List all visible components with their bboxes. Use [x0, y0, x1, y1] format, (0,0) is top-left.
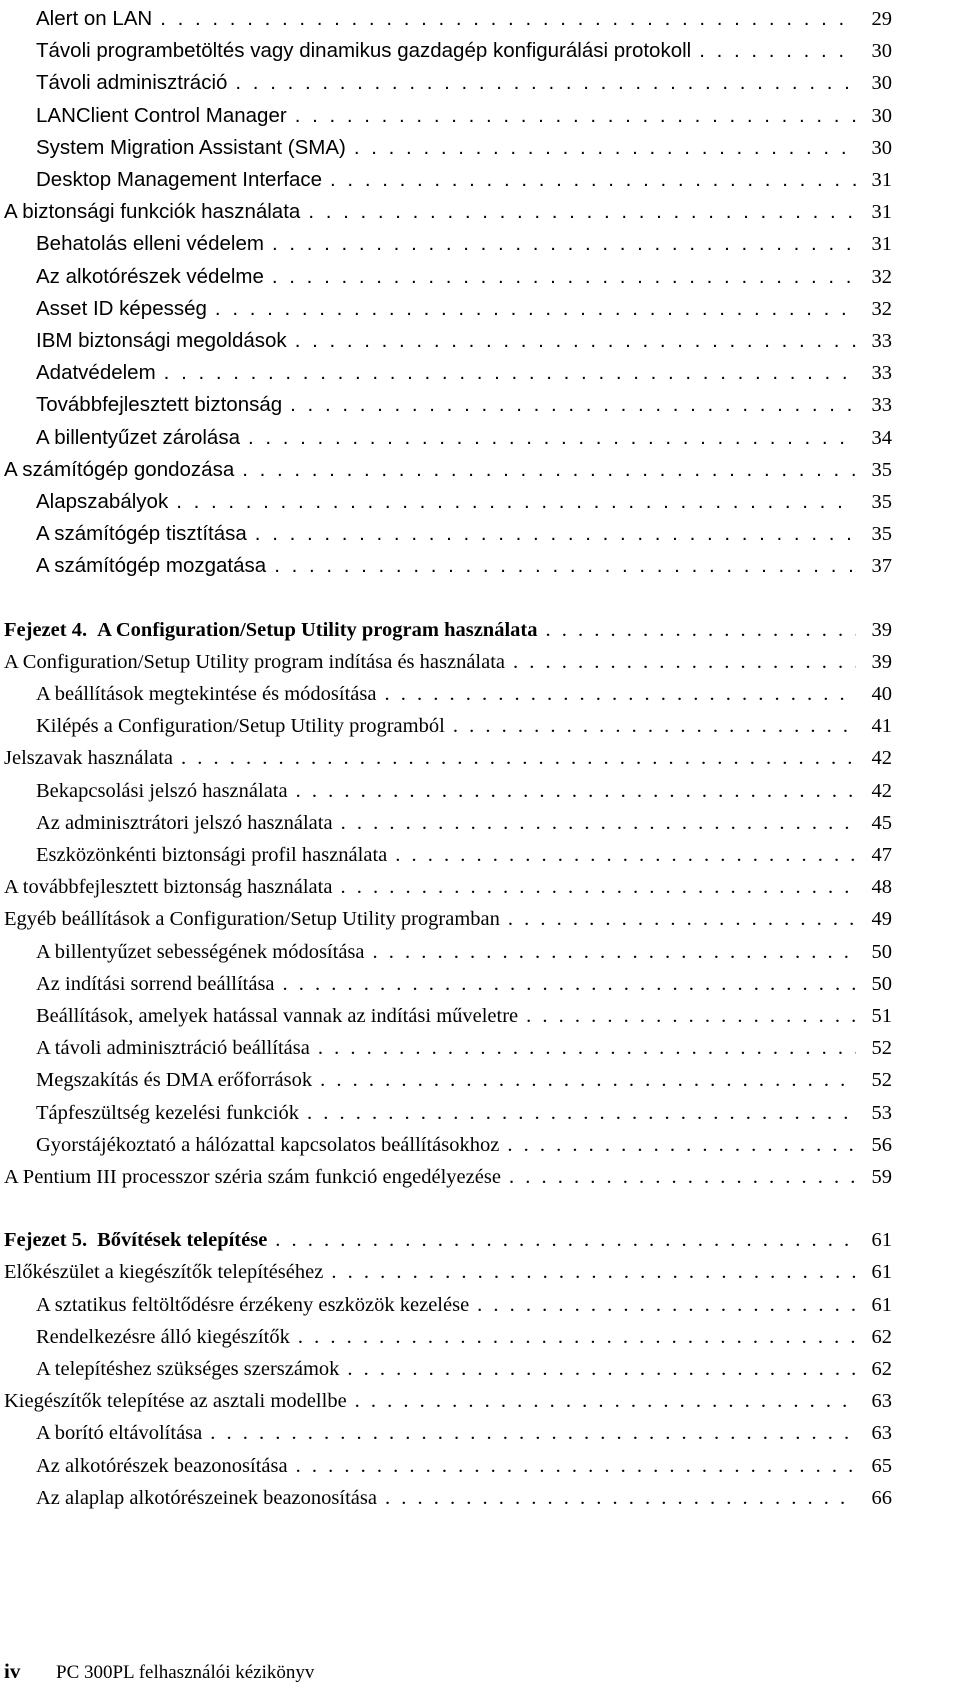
toc-subentry[interactable]	[4, 1479, 892, 1511]
toc-subentry[interactable]	[4, 1286, 892, 1318]
dot-leader	[340, 874, 856, 900]
toc-entry[interactable]	[4, 451, 892, 483]
dot-leader	[181, 745, 856, 771]
toc-page-number: 53	[871, 1102, 892, 1124]
toc-page-number: 61	[871, 1261, 892, 1283]
toc-page-number: 31	[871, 201, 892, 223]
page-footer	[4, 1650, 314, 1684]
toc-page-number: 66	[871, 1487, 892, 1509]
chapter-title	[4, 617, 537, 643]
toc-entry-title: A billentyűzet zárolása	[36, 426, 240, 449]
toc-page-number: 42	[871, 747, 892, 769]
toc-page-number: 41	[871, 715, 892, 737]
dot-leader	[210, 1420, 856, 1446]
toc-entry-title: Az adminisztrátori jelszó használata	[36, 812, 333, 834]
toc-page-number: 48	[871, 876, 892, 898]
toc-page-number: 32	[871, 298, 892, 320]
toc-entry-title: Az alkotórészek védelme	[36, 265, 264, 288]
toc-entry-title: Az alkotórészek beazonosítása	[36, 1455, 288, 1477]
dot-leader	[176, 489, 856, 515]
toc-subentry[interactable]	[4, 1447, 892, 1479]
dot-leader	[477, 1292, 856, 1318]
toc-subentry[interactable]	[4, 386, 892, 418]
toc-entry-title: Bekapcsolási jelszó használata	[36, 780, 288, 802]
toc-subentry[interactable]	[4, 1414, 892, 1446]
toc-page-number: 30	[871, 40, 892, 62]
toc-entry-title: A billentyűzet sebességének módosítása	[36, 941, 365, 963]
toc-page-number: 56	[871, 1134, 892, 1156]
toc-subentry[interactable]	[4, 290, 892, 322]
dot-leader	[298, 1324, 856, 1350]
toc-entry-title: Gyorstájékoztató a hálózattal kapcsolatos beállításokhoz	[36, 1134, 500, 1156]
toc-page-number: 35	[871, 523, 892, 545]
dot-leader	[272, 264, 856, 290]
dot-leader	[308, 199, 856, 225]
toc-subentry[interactable]	[4, 1029, 892, 1061]
toc-page-number: 37	[871, 555, 892, 577]
toc-entry-title: Asset ID képesség	[36, 297, 207, 320]
toc-entry-title: A Pentium III processzor széria szám funkció engedélyezése	[4, 1166, 501, 1188]
toc-subentry[interactable]	[4, 354, 892, 386]
dot-leader	[215, 296, 856, 322]
dot-leader	[235, 70, 856, 96]
toc-subentry[interactable]	[4, 675, 892, 707]
dot-leader	[513, 649, 856, 675]
toc-entry-title: Alapszabályok	[36, 490, 169, 513]
toc-page-number: 33	[871, 362, 892, 384]
toc-entry-title: Kilépés a Configuration/Setup Utility programból	[36, 715, 445, 737]
toc-entry-title: A továbbfejlesztett biztonság használata	[4, 876, 333, 898]
toc-page-number: 50	[871, 941, 892, 963]
toc-page-number: 29	[871, 8, 892, 30]
toc-page-number: 51	[871, 1005, 892, 1027]
dot-leader	[373, 939, 857, 965]
toc-entry-title: Előkészület a kiegészítők telepítéséhez	[4, 1261, 324, 1283]
toc-entry-title: A telepítéshez szükséges szerszámok	[36, 1358, 340, 1380]
toc-entry[interactable]	[4, 1382, 892, 1414]
toc-subentry[interactable]	[4, 97, 892, 129]
dot-leader	[307, 1100, 856, 1126]
toc-page-number: 40	[871, 683, 892, 705]
toc-subentry[interactable]	[4, 1350, 892, 1382]
chapter-title	[4, 1227, 267, 1253]
dot-leader	[255, 521, 856, 547]
toc-chapter-heading[interactable]	[4, 611, 892, 643]
toc-subentry[interactable]	[4, 997, 892, 1029]
dot-leader	[384, 681, 856, 707]
dot-leader	[274, 553, 856, 579]
toc-page-number: 45	[871, 812, 892, 834]
dot-leader	[318, 1035, 856, 1061]
toc-entry-title: Távoli programbetöltés vagy dinamikus gazdagép konfigurálási protokoll	[36, 39, 692, 62]
toc-page-number: 49	[871, 908, 892, 930]
book-title: PC 300PL felhasználói kézikönyv	[56, 1662, 315, 1683]
toc-page-number: 59	[871, 1166, 892, 1188]
toc-subentry[interactable]	[4, 547, 892, 579]
dot-leader	[545, 617, 856, 643]
toc-subentry[interactable]	[4, 1318, 892, 1350]
toc-entry-title: Behatolás elleni védelem	[36, 232, 264, 255]
toc-page-number: 39	[871, 651, 892, 673]
toc-entry-title: Kiegészítők telepítése az asztali modellbe	[4, 1390, 347, 1412]
dot-leader	[385, 1485, 856, 1511]
dot-leader	[296, 1453, 856, 1479]
toc-page-number: 63	[871, 1390, 892, 1412]
toc-page-number: 63	[871, 1422, 892, 1444]
toc-subentry[interactable]	[4, 483, 892, 515]
toc-page-number: 62	[871, 1358, 892, 1380]
toc-page-number: 30	[871, 137, 892, 159]
dot-leader	[526, 1003, 856, 1029]
toc-page-number: 31	[871, 233, 892, 255]
toc-subentry[interactable]	[4, 161, 892, 193]
dot-leader	[283, 971, 856, 997]
chapter-title-text: A Configuration/Setup Utility program használata	[97, 619, 538, 641]
toc-page-number: 31	[871, 169, 892, 191]
dot-leader	[453, 713, 856, 739]
toc-page-number: 35	[871, 459, 892, 481]
dot-leader	[296, 778, 856, 804]
toc-entry-title: Az alaplap alkotórészeinek beazonosítása	[36, 1487, 377, 1509]
toc-entry-title: A beállítások megtekintése és módosítása	[36, 683, 377, 705]
toc-page-number: 33	[871, 330, 892, 352]
dot-leader	[395, 842, 856, 868]
toc-entry[interactable]	[4, 739, 892, 771]
toc-subentry[interactable]	[4, 64, 892, 96]
toc-page-number: 33	[871, 394, 892, 416]
toc-entry-title: Egyéb beállítások a Configuration/Setup Utility programban	[4, 908, 500, 930]
toc-page-number: 65	[871, 1455, 892, 1477]
toc-page-number: 39	[871, 619, 892, 641]
toc-entry-title: Rendelkezésre álló kiegészítők	[36, 1326, 290, 1348]
dot-leader	[164, 360, 856, 386]
toc-page-number: 62	[871, 1326, 892, 1348]
dot-leader	[355, 1388, 856, 1414]
toc-subentry[interactable]	[4, 804, 892, 836]
toc-page-number: 52	[871, 1037, 892, 1059]
toc-entry-title: Adatvédelem	[36, 361, 156, 384]
toc-entry[interactable]	[4, 1253, 892, 1285]
toc-subentry[interactable]	[4, 129, 892, 161]
page-number: iv	[4, 1659, 21, 1683]
dot-leader	[242, 457, 856, 483]
dot-leader	[290, 392, 856, 418]
chapter-label: Fejezet 4.	[4, 619, 88, 641]
dot-leader	[295, 328, 856, 354]
toc-subentry[interactable]	[4, 322, 892, 354]
toc-entry[interactable]	[4, 900, 892, 932]
toc-entry-title: A számítógép tisztítása	[36, 522, 247, 545]
toc-page-number: 42	[871, 780, 892, 802]
toc-subentry[interactable]	[4, 836, 892, 868]
toc-page-number: 34	[871, 427, 892, 449]
toc-page-number: 32	[871, 266, 892, 288]
toc-entry-title: Jelszavak használata	[4, 747, 174, 769]
toc-entry[interactable]	[4, 1158, 892, 1190]
toc-subentry[interactable]	[4, 258, 892, 290]
toc-entry-title: A borító eltávolítása	[36, 1422, 203, 1444]
toc-entry-title: LANClient Control Manager	[36, 104, 287, 127]
toc-subentry[interactable]	[4, 32, 892, 64]
dot-leader	[331, 1259, 856, 1285]
toc-entry-title: A sztatikus feltöltődésre érzékeny eszközök kezelése	[36, 1294, 470, 1316]
toc-entry-title: A biztonsági funkciók használata	[4, 200, 301, 223]
dot-leader	[248, 425, 856, 451]
toc-entry-title: Alert on LAN	[36, 7, 153, 30]
dot-leader	[320, 1067, 856, 1093]
toc-subentry[interactable]	[4, 515, 892, 547]
toc-entry-title: A távoli adminisztráció beállítása	[36, 1037, 310, 1059]
dot-leader	[295, 103, 856, 129]
toc-subentry[interactable]	[4, 707, 892, 739]
dot-leader	[509, 1164, 856, 1190]
dot-leader	[275, 1227, 856, 1253]
toc-entry-title: Beállítások, amelyek hatással vannak az indítási műveletre	[36, 1005, 519, 1027]
toc-page-number: 30	[871, 105, 892, 127]
toc-entry[interactable]	[4, 193, 892, 225]
toc-subentry[interactable]	[4, 933, 892, 965]
toc-entry-title: Megszakítás és DMA erőforrások	[36, 1069, 313, 1091]
toc-entry-title: A Configuration/Setup Utility program indítása és használata	[4, 651, 506, 673]
toc-subentry[interactable]	[4, 1094, 892, 1126]
toc-page-number: 35	[871, 491, 892, 513]
toc-subentry[interactable]	[4, 1126, 892, 1158]
toc-entry[interactable]	[4, 643, 892, 675]
toc-page-number: 52	[871, 1069, 892, 1091]
toc-entry-title: A számítógép gondozása	[4, 458, 235, 481]
toc-entry-title: Tápfeszültség kezelési funkciók	[36, 1102, 299, 1124]
toc-entry[interactable]	[4, 868, 892, 900]
toc-subentry[interactable]	[4, 1061, 892, 1093]
toc-chapter-heading[interactable]	[4, 1221, 892, 1253]
chapter-label: Fejezet 5.	[4, 1229, 88, 1251]
toc-page-number: 47	[871, 844, 892, 866]
toc-subentry[interactable]	[4, 419, 892, 451]
toc-page-number: 30	[871, 72, 892, 94]
dot-leader	[507, 1132, 856, 1158]
toc-page-number: 50	[871, 973, 892, 995]
toc-entry-title: Desktop Management Interface	[36, 168, 323, 191]
dot-leader	[330, 167, 856, 193]
toc-subentry[interactable]	[4, 965, 892, 997]
toc-entry-title: Az indítási sorrend beállítása	[36, 973, 275, 995]
toc-entry-title: System Migration Assistant (SMA)	[36, 136, 346, 159]
dot-leader	[354, 135, 856, 161]
toc-entry-title: IBM biztonsági megoldások	[36, 329, 287, 352]
toc-page-number: 61	[871, 1294, 892, 1316]
toc-entry-title: Távoli adminisztráció	[36, 71, 228, 94]
dot-leader	[508, 906, 856, 932]
toc-subentry[interactable]	[4, 0, 892, 32]
dot-leader	[341, 810, 856, 836]
toc-entry-title: Eszközönkénti biztonsági profil használata	[36, 844, 388, 866]
chapter-title-text: Bővítések telepítése	[97, 1229, 268, 1251]
toc-subentry[interactable]	[4, 772, 892, 804]
dot-leader	[699, 38, 856, 64]
dot-leader	[160, 6, 856, 32]
toc-entry-title: Továbbfejlesztett biztonság	[36, 393, 283, 416]
toc-page-number: 61	[871, 1229, 892, 1251]
toc-subentry[interactable]	[4, 225, 892, 257]
dot-leader	[272, 231, 856, 257]
toc-entry-title: A számítógép mozgatása	[36, 554, 267, 577]
dot-leader	[347, 1356, 856, 1382]
